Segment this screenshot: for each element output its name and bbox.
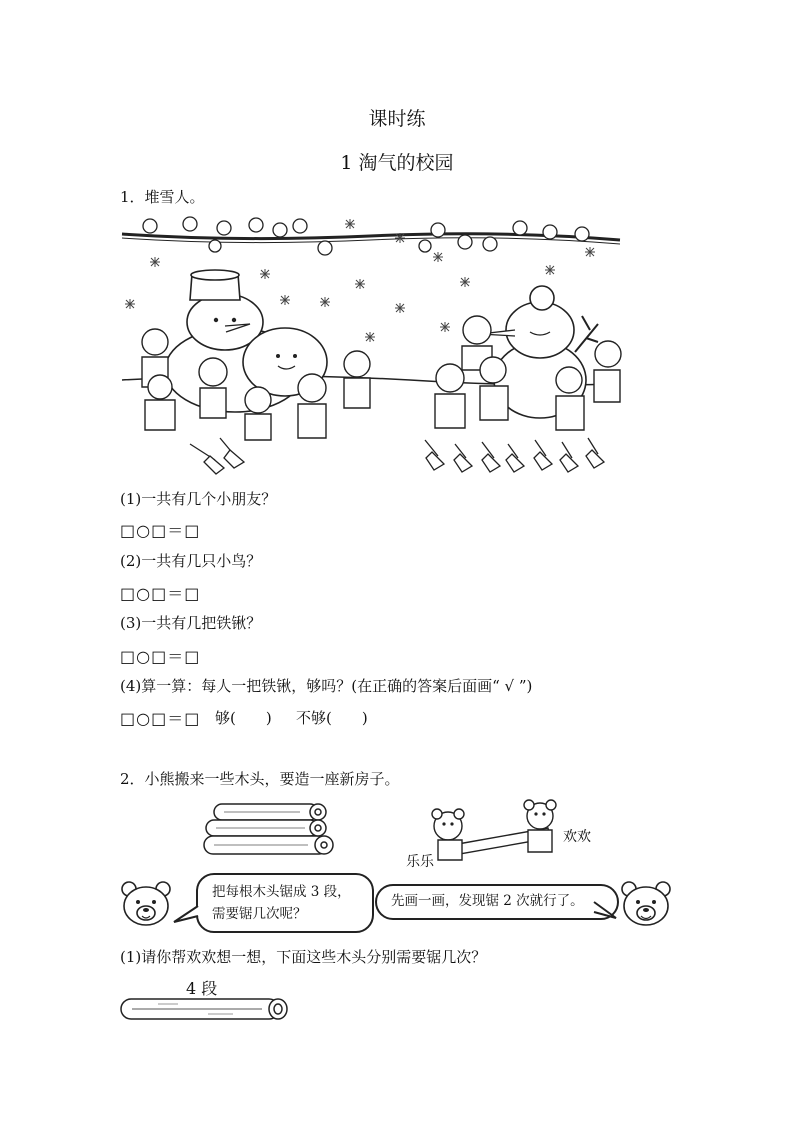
bear-face-right-icon	[620, 880, 672, 928]
log-segment-label: 4 段	[186, 979, 218, 998]
speech-bubble-left-tail	[172, 904, 200, 926]
speech-bubble-left	[196, 873, 374, 933]
enough-choice[interactable]: 够( )	[215, 709, 272, 727]
log-pile-illustration	[200, 802, 335, 862]
page-header: 课时练	[368, 108, 426, 130]
answer-equation-1[interactable]: □○□＝□	[120, 521, 201, 540]
question-1-sub-4: (4)算一算：每人一把铁锹，够吗？(在正确的答案后面画“ √ ”)	[120, 677, 533, 695]
question-1-title: 1．堆雪人。	[120, 188, 205, 206]
speech-bubble-left-line-2: 需要锯几次呢？	[212, 906, 307, 922]
speech-bubble-left-line-1: 把每根木头锯成 3 段，	[212, 884, 351, 900]
bears-carrying-log-illustration	[428, 800, 578, 870]
log-to-cut-illustration	[118, 996, 290, 1024]
bear-face-left-icon	[120, 880, 172, 928]
bear-name-lele: 乐乐	[406, 854, 434, 870]
question-1-sub-3: (3)一共有几把铁锹？	[120, 614, 262, 632]
speech-bubble-right-text: 先画一画，发现锯 2 次就行了。	[391, 893, 584, 909]
snowman-scene-illustration	[120, 212, 620, 477]
answer-equation-3[interactable]: □○□＝□	[120, 647, 201, 666]
not-enough-choice[interactable]: 不够( )	[296, 709, 368, 727]
answer-equation-4[interactable]: □○□＝□	[120, 709, 201, 728]
bear-name-huanhuan: 欢欢	[563, 829, 591, 845]
question-1-sub-2: (2)一共有几只小鸟？	[120, 552, 262, 570]
question-1-sub-1: (1)一共有几个小朋友？	[120, 490, 277, 508]
speech-bubble-right	[375, 884, 619, 920]
question-2-title: 2．小熊搬来一些木头，要造一座新房子。	[120, 770, 400, 788]
question-2-sub-1: (1)请你帮欢欢想一想，下面这些木头分别需要锯几次？	[120, 948, 487, 966]
answer-equation-2[interactable]: □○□＝□	[120, 584, 201, 603]
lesson-title: 1 淘气的校园	[340, 152, 454, 174]
speech-bubble-right-tail	[594, 900, 618, 922]
